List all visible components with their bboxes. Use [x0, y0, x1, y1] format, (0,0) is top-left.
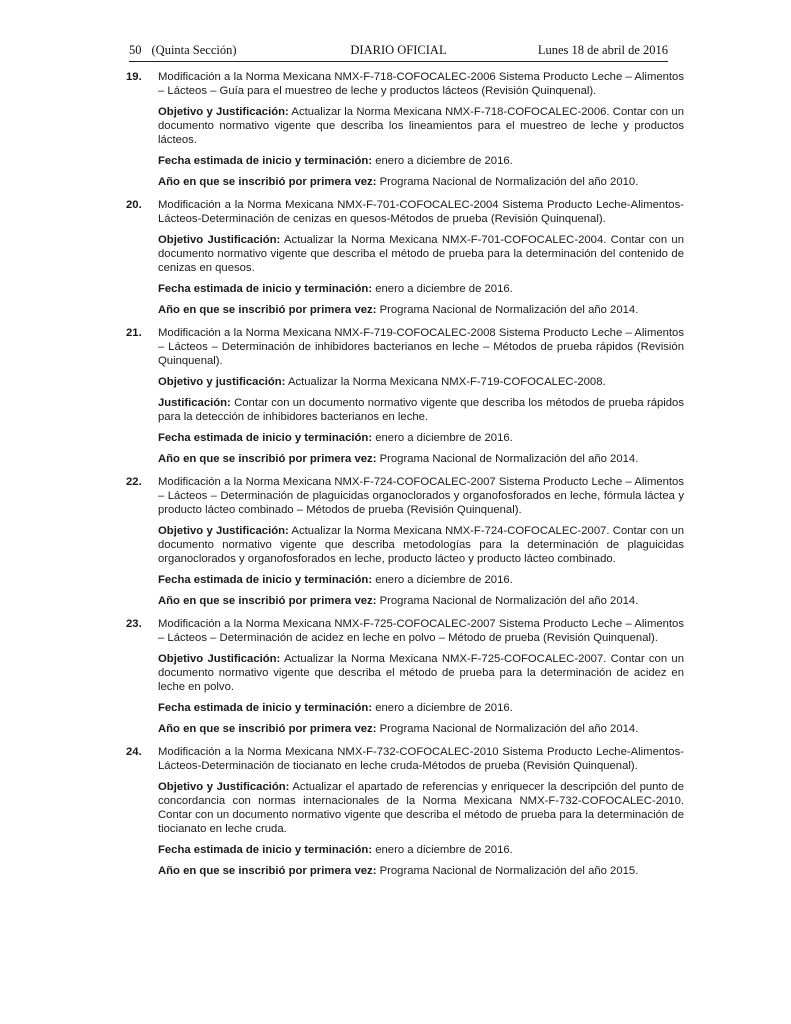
item-paragraph [158, 431, 684, 445]
item-number: 24. [126, 746, 142, 758]
paragraph-text: Programa Nacional de Normalización del año 2015. [376, 865, 639, 877]
paragraph-text: Actualizar la Norma Mexicana NMX-F-718-COFOCALEC-2006. Contar con un documento normativo vigente que describa los lineamientos para el muestreo de leche y productos lácteos. [158, 106, 684, 146]
item-number: 22. [126, 476, 142, 488]
paragraph-label: Año en que se inscribió por primera vez: [158, 304, 377, 316]
paragraph-label: Fecha estimada de inicio y terminación: [158, 574, 373, 586]
paragraph-label: Objetivo Justificación: [158, 653, 281, 665]
item-paragraph [158, 154, 684, 168]
section-label: (Quinta Sección) [151, 43, 237, 57]
item-title: Modificación a la Norma Mexicana NMX-F-732-COFOCALEC-2010 Sistema Producto Leche-Alimentos-Lácteos-Determinación de tiocianato en leche cruda-Métodos de prueba (Revisión Quinquenal). [158, 746, 684, 772]
document-body [126, 70, 684, 887]
item-title: Modificación a la Norma Mexicana NMX-F-724-COFOCALEC-2007 Sistema Producto Leche – Alimentos – Lácteos – Determinación de plaguicidas organoclorados y organofosforados en leche, fórmula láctea y producto lácteo combinado – Métodos de prueba (Revisión Quinquenal). [158, 476, 684, 516]
paragraph-text: Programa Nacional de Normalización del año 2014. [376, 595, 639, 607]
item-number: 21. [126, 327, 142, 339]
item-paragraph [158, 864, 684, 878]
paragraph-label: Año en que se inscribió por primera vez: [158, 453, 377, 465]
item-number: 19. [126, 71, 142, 83]
list-item [126, 475, 684, 608]
item-title: Modificación a la Norma Mexicana NMX-F-701-COFOCALEC-2004 Sistema Producto Leche-Alimentos-Lácteos-Determinación de cenizas en quesos-Métodos de prueba (Revisión Quinquenal). [158, 199, 684, 225]
item-title: Modificación a la Norma Mexicana NMX-F-719-COFOCALEC-2008 Sistema Producto Leche – Alimentos – Lácteos – Determinación de inhibidores bacterianos en leche – Métodos de prueba rápidos (Revisión Quinquenal). [158, 327, 684, 367]
paragraph-text: Programa Nacional de Normalización del año 2014. [376, 723, 639, 735]
item-paragraph [158, 452, 684, 466]
item-paragraph [158, 843, 684, 857]
item-paragraph [158, 105, 684, 147]
paragraph-text: enero a diciembre de 2016. [372, 155, 513, 167]
list-item [126, 745, 684, 878]
item-paragraph [158, 722, 684, 736]
paragraph-label: Fecha estimada de inicio y terminación: [158, 283, 373, 295]
paragraph-label: Fecha estimada de inicio y terminación: [158, 844, 373, 856]
paragraph-text: enero a diciembre de 2016. [372, 432, 513, 444]
paragraph-text: enero a diciembre de 2016. [372, 702, 513, 714]
paragraph-text: Contar con un documento normativo vigente que describa los métodos de prueba rápidos para la detección de inhibidores bacterianos en leche. [158, 397, 684, 423]
paragraph-label: Fecha estimada de inicio y terminación: [158, 702, 373, 714]
page-number: 50 [129, 43, 142, 57]
paragraph-label: Año en que se inscribió por primera vez: [158, 865, 377, 877]
item-paragraph [158, 303, 684, 317]
paragraph-label: Objetivo y Justificación: [158, 106, 289, 118]
paragraph-text: Actualizar la Norma Mexicana NMX-F-719-COFOCALEC-2008. [285, 376, 606, 388]
paragraph-label: Año en que se inscribió por primera vez: [158, 176, 377, 188]
paragraph-text: Actualizar la Norma Mexicana NMX-F-725-COFOCALEC-2007. Contar con un documento normativo vigente que describa el método de prueba para la determinación de acidez en leche en polvo. [158, 653, 684, 693]
paragraph-text: Programa Nacional de Normalización del año 2014. [376, 304, 639, 316]
item-paragraph [158, 701, 684, 715]
paragraph-text: Programa Nacional de Normalización del año 2010. [376, 176, 639, 188]
item-paragraph [158, 524, 684, 566]
paragraph-label: Justificación: [158, 397, 231, 409]
paragraph-text: Actualizar el apartado de referencias y enriquecer la descripción del punto de concordancia con normas internacionales de la Norma Mexicana NMX-F-732-COFOCALEC-2010. Contar con un documento normativo vigente que describa el método de prueba para la determinación de tiocianato en leche cruda. [158, 781, 684, 835]
paragraph-label: Fecha estimada de inicio y terminación: [158, 155, 373, 167]
paragraph-text: Actualizar la Norma Mexicana NMX-F-724-COFOCALEC-2007. Contar con un documento normativo vigente que describa metodologías para la determinación de plaguicidas organoclorados y organofosforados en leche, producto lácteo y producto lácteo combinado. [158, 525, 684, 565]
page-header [129, 43, 668, 62]
item-paragraph [158, 282, 684, 296]
item-paragraph [158, 175, 684, 189]
publication-date: Lunes 18 de abril de 2016 [537, 43, 668, 57]
paragraph-text: Programa Nacional de Normalización del año 2014. [376, 453, 639, 465]
list-item [126, 326, 684, 466]
paragraph-text: enero a diciembre de 2016. [372, 283, 513, 295]
item-paragraph [158, 375, 684, 389]
list-item [126, 617, 684, 736]
paragraph-label: Objetivo y Justificación: [158, 525, 289, 537]
item-title: Modificación a la Norma Mexicana NMX-F-725-COFOCALEC-2007 Sistema Producto Leche – Alimentos – Lácteos – Determinación de acidez en leche en polvo – Método de prueba (Revisión Quinquenal). [158, 618, 684, 644]
paragraph-label: Fecha estimada de inicio y terminación: [158, 432, 373, 444]
item-paragraph [158, 780, 684, 836]
list-item [126, 70, 684, 189]
item-number: 20. [126, 199, 142, 211]
item-paragraph [158, 573, 684, 587]
paragraph-label: Objetivo Justificación: [158, 234, 281, 246]
item-paragraph [158, 594, 684, 608]
paragraph-label: Objetivo y justificación: [158, 376, 286, 388]
item-title: Modificación a la Norma Mexicana NMX-F-718-COFOCALEC-2006 Sistema Producto Leche – Alimentos – Lácteos – Guía para el muestreo de leche y productos lácteos (Revisión Quinquenal). [158, 71, 684, 97]
publication-name: DIARIO OFICIAL [350, 43, 447, 57]
item-number: 23. [126, 618, 142, 630]
item-paragraph [158, 652, 684, 694]
paragraph-text: enero a diciembre de 2016. [372, 844, 513, 856]
item-paragraph [158, 233, 684, 275]
item-paragraph [158, 396, 684, 424]
paragraph-text: enero a diciembre de 2016. [372, 574, 513, 586]
paragraph-text: Actualizar la Norma Mexicana NMX-F-701-COFOCALEC-2004. Contar con un documento normativo vigente que describa el método de prueba para la determinación del contenido de cenizas en quesos. [158, 234, 684, 274]
list-item [126, 198, 684, 317]
paragraph-label: Año en que se inscribió por primera vez: [158, 723, 377, 735]
paragraph-label: Objetivo y Justificación: [158, 781, 290, 793]
paragraph-label: Año en que se inscribió por primera vez: [158, 595, 377, 607]
